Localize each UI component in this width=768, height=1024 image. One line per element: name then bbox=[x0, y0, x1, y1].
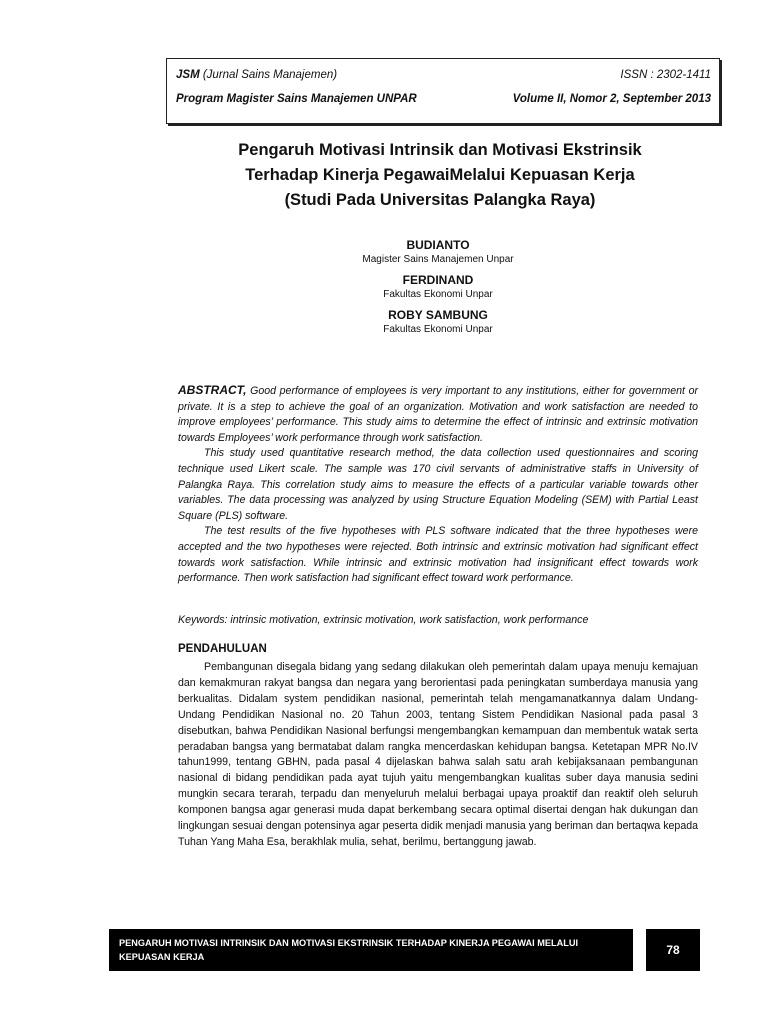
page-number: 78 bbox=[646, 929, 700, 971]
author-name: ROBY SAMBUNG bbox=[388, 308, 488, 322]
author-affiliation: Fakultas Ekonomi Unpar bbox=[383, 289, 493, 300]
journal-name bbox=[176, 69, 337, 93]
keywords: Keywords: intrinsic motivation, extrinsic motivation, work satisfaction, work performance bbox=[178, 614, 589, 626]
abstract-paragraph-1 bbox=[178, 383, 698, 446]
journal-header-row-2 bbox=[176, 93, 711, 117]
footer-running-title: PENGARUH MOTIVASI INTRINSIK DAN MOTIVASI EKSTRINSIK TERHADAP KINERJA PEGAWAI MELALUI KEPUASAN KERJA bbox=[109, 929, 633, 971]
paper-title bbox=[160, 138, 720, 213]
program-name: Program Magister Sains Manajemen UNPAR bbox=[176, 93, 417, 105]
author-list bbox=[188, 238, 688, 343]
volume-info: Volume II, Nomor 2, September 2013 bbox=[512, 93, 711, 105]
abstract-paragraph-2: This study used quantitative research method, the data collection used questionnaires and scoring technique used Likert scale. The sample was 170 civil servants of administrative staffs in University of Palangka Raya. This correlation study aims to measure the effects of a particular variable towards other variables. The data processing was analyzed by using Structure Equation Modeling (SEM) with Partial Least Square (PLS) software. bbox=[178, 447, 698, 522]
author-affiliation: Fakultas Ekonomi Unpar bbox=[383, 324, 493, 335]
abstract-text-1: Good performance of employees is very important to any institutions, either for government or private. It is a step to achieve the goal of an organization. Motivation and work satisfaction are needed to improve employees’ performance. This study aims to determine the effect of intrinsic and extrinsic motivation towards Employees’ work performance through work satisfaction. bbox=[178, 385, 698, 444]
author-affiliation: Magister Sains Manajemen Unpar bbox=[362, 254, 514, 265]
issn: ISSN : 2302-1411 bbox=[620, 69, 711, 81]
title-line-1: Pengaruh Motivasi Intrinsik dan Motivasi Ekstrinsik bbox=[238, 141, 642, 159]
title-line-2: Terhadap Kinerja PegawaiMelalui Kepuasan Kerja bbox=[245, 166, 635, 184]
abstract-label: ABSTRACT, bbox=[178, 383, 247, 397]
journal-header-row-1 bbox=[176, 69, 711, 93]
abstract bbox=[178, 383, 698, 587]
abstract-paragraph-3: The test results of the five hypotheses with PLS software indicated that the three hypotheses were accepted and the two hypotheses were rejected. Both intrinsic and extrinsic motivation had significant effect towards work satisfaction. While intrinsic and extrinsic motivation had insignificant effect towards work performance. Then work satisfaction had significant effect toward work performance. bbox=[178, 525, 698, 585]
section-body-text: Pembangunan disegala bidang yang sedang dilakukan oleh pemerintah dalam upaya menuju kemajuan dan kemakmuran rakyat bangsa dan negara yang berorientasi pada peningkatan sumberdaya manusia yang berkualitas. Didalam system pendidikan nasional, pemerintah telah mengamanatkannya dalam Undang-Undang Pendidikan Nasional no. 20 Tahun 2003, tentang Sistem Pendidikan Nasional pada pasal 3 disebutkan, bahwa Pendidikan Nasional berfungsi mengembangkan kemampuan dan membentuk watak serta peradaban bangsa yang bermatabat dalam rangka mencerdaskan kehidupan bangsa. Ketetapan MPR No.IV tahun1999, tentang GBHN, pada pasal 4 dijelaskan bahwa salah satu arah kebijaksanaan pembangunan nasional di bidang pendidikan pada ayat tujuh yaitu mengembangkan kualitas suber daya manusia sedini mungkin secara terarah, terpadu dan menyeluruh melalui berbagai upaya proaktif dan reaktif oleh seluruh komponen bangsa agar generasi muda dapat berkembang secara optimal disertai dengan hak dukungan dan lingkungan sesuai dengan potensinya agar peserta didik menjadi manusia yang beriman dan bertaqwa kepada Tuhan Yang Maha Esa, berakhlak mulia, sehat, berilmu, bertanggung jawab. bbox=[178, 661, 698, 848]
title-line-3: (Studi Pada Universitas Palangka Raya) bbox=[284, 191, 596, 209]
author-name: BUDIANTO bbox=[406, 238, 470, 252]
journal-header-box bbox=[166, 58, 720, 124]
section-heading: PENDAHULUAN bbox=[178, 643, 267, 655]
journal-full-name: (Jurnal Sains Manajemen) bbox=[199, 69, 338, 81]
author-name: FERDINAND bbox=[402, 273, 474, 287]
journal-abbreviation: JSM bbox=[176, 69, 200, 81]
